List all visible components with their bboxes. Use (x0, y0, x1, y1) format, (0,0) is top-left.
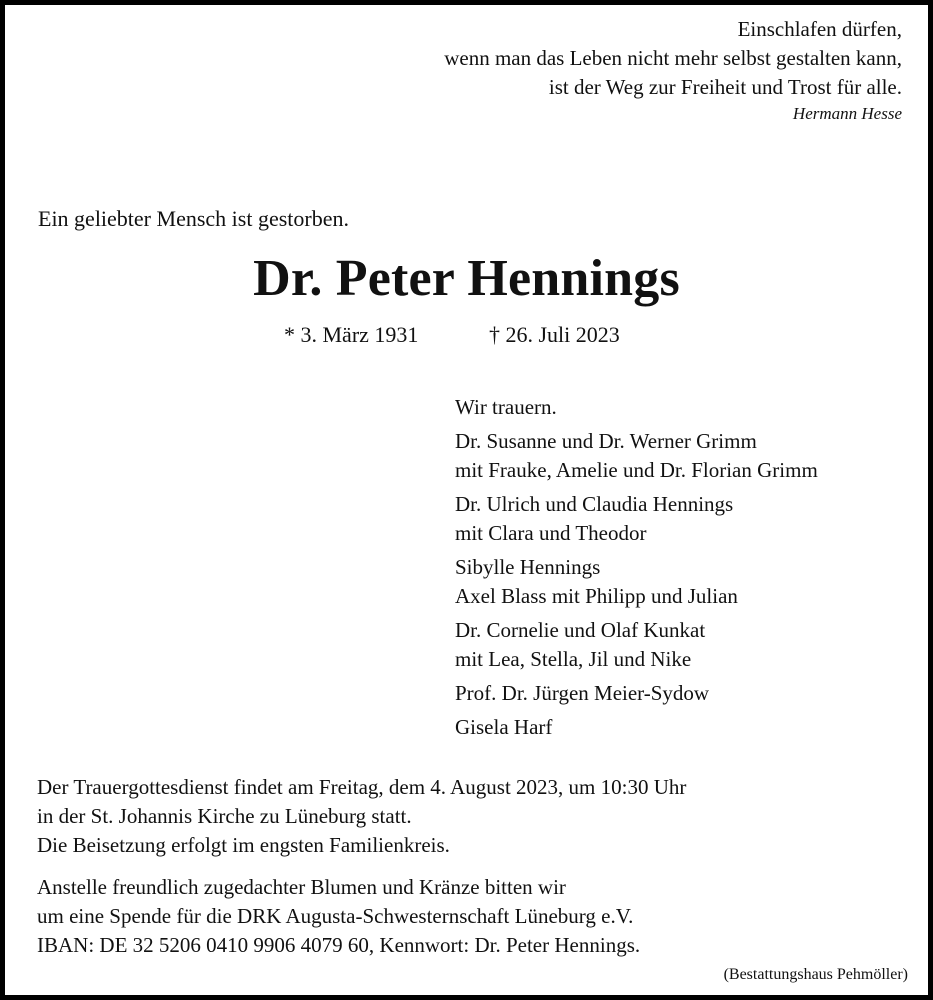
mourner-group (455, 427, 818, 485)
death-date: † 26. Juli 2023 (489, 322, 620, 347)
quote-line: ist der Weg zur Freiheit und Trost für alle. (548, 75, 902, 99)
mourner-group (455, 490, 818, 548)
mourner-line: Dr. Ulrich und Claudia Hennings (455, 492, 734, 516)
mourner-line: mit Frauke, Amelie und Dr. Florian Grimm (455, 458, 818, 482)
mourner-line: mit Lea, Stella, Jil und Nike (455, 647, 692, 671)
quote-author: Hermann Hesse (792, 104, 902, 123)
quote-line: Einschlafen dürfen, (737, 17, 902, 41)
donation-line: um eine Spende für die DRK Augusta-Schwesternschaft Lüneburg e.V. (37, 904, 634, 928)
service-line: in der St. Johannis Kirche zu Lüneburg statt. (37, 804, 412, 828)
mourners-lead: Wir trauern. (455, 395, 557, 419)
mourner-group (455, 713, 818, 742)
mourner-line: Prof. Dr. Jürgen Meier-Sydow (455, 681, 710, 705)
mourner-line: Gisela Harf (455, 715, 553, 739)
mourners-list (455, 393, 818, 747)
mourner-line: Sibylle Hennings (455, 555, 601, 579)
mourner-line: Dr. Susanne und Dr. Werner Grimm (455, 429, 757, 453)
service-info (37, 773, 686, 860)
deceased-name: Dr. Peter Hennings (253, 250, 680, 307)
mourner-line: mit Clara und Theodor (455, 521, 647, 545)
mourner-group (455, 616, 818, 674)
quote-line: wenn man das Leben nicht mehr selbst gestalten kann, (444, 46, 902, 70)
mourner-line: Axel Blass mit Philipp und Julian (455, 584, 738, 608)
intro-text: Ein geliebter Mensch ist gestorben. (38, 206, 349, 231)
mourner-group (455, 553, 818, 611)
undertaker-credit: (Bestattungshaus Pehmöller) (723, 966, 908, 983)
donation-line: IBAN: DE 32 5206 0410 9906 4079 60, Kennwort: Dr. Peter Hennings. (37, 933, 641, 957)
mourner-line: Dr. Cornelie und Olaf Kunkat (455, 618, 706, 642)
service-line: Die Beisetzung erfolgt im engsten Familienkreis. (37, 833, 450, 857)
donation-line: Anstelle freundlich zugedachter Blumen und Kränze bitten wir (37, 875, 566, 899)
donation-info (37, 873, 640, 960)
mourner-group (455, 679, 818, 708)
service-line: Der Trauergottesdienst findet am Freitag, dem 4. August 2023, um 10:30 Uhr (37, 775, 687, 799)
birth-date: * 3. März 1931 (284, 322, 419, 347)
